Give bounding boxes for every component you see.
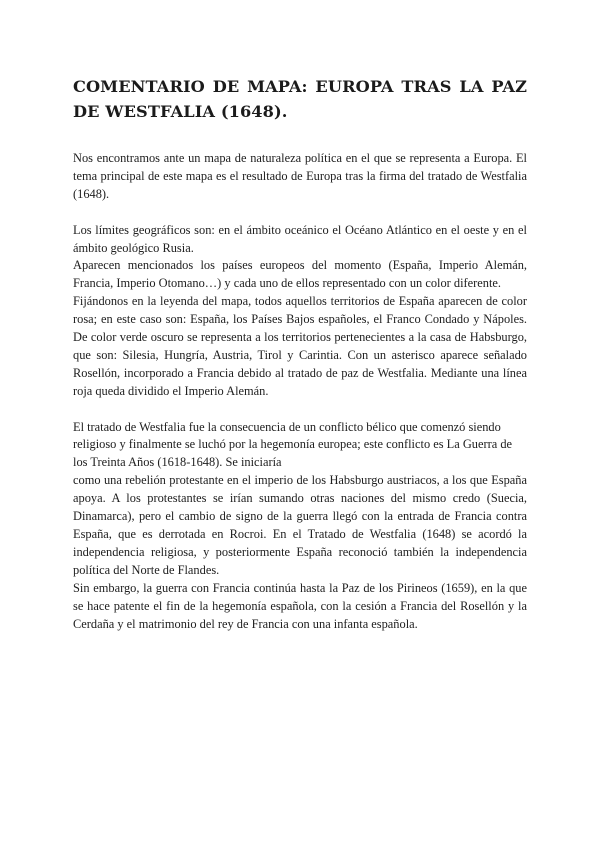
paragraph-context: El tratado de Westfalia fue la consecuencia de un conflicto bélico que comenzó siendo religioso y finalmente se luchó por la hegemonía europea; este conflicto es La Guerra de los Treinta Años (1618-1648). Se iniciaría [73,419,513,470]
paragraph-gap [73,204,527,222]
paragraph-legend: Fijándonos en la leyenda del mapa, todos aquellos territorios de España aparecen de color rosa; en este caso son: España, los Países Bajos españoles, el Franco Condado y Nápoles. De color verde oscuro se representa a los territorios pertenecientes a la casa de Habsburgo, que son: Silesia, Hungría, Austria, Tirol y Carintia. Con un asterisco aparece señalado Rosellón, incorporado a Francia debido al tratado de paz de Westfalia. Mediante una línea roja queda dividido el Imperio Alemán. [73,294,527,398]
document-body [73,150,527,633]
document-title: COMENTARIO DE MAPA: EUROPA TRAS LA PAZ DE WESTFALIA (1648). [73,77,527,121]
paragraph-limits: Los límites geográficos son: en el ámbito oceánico el Océano Atlántico en el oeste y en el ámbito geológico Rusia. [73,222,527,255]
paragraph-countries: Aparecen mencionados los países europeos del momento (España, Imperio Alemán, Francia, Imperio Otomano…) y cada uno de ellos representado con un color diferente. [73,258,527,291]
paragraph-gap [73,401,527,419]
paragraph-war: como una rebelión protestante en el imperio de los Habsburgo austriacos, a los que España apoya. A los protestantes se irían sumando otras naciones del mismo credo (Suecia, Dinamarca), pero el cambio de signo de la guerra llegó con la entrada de Francia contra España, que es derrotada en Rocroi. En el Tratado de Westfalia (1648) se acordó la independencia religiosa, y posteriormente España reconoció también la independencia política del Norte de Flandes. [73,473,527,577]
paragraph-conclusion: Sin embargo, la guerra con Francia continúa hasta la Paz de los Pirineos (1659), en la que se hace patente el fin de la hegemonía española, con la cesión a Francia del Rosellón y la Cerdaña y el matrimonio del rey de Francia con una infanta española. [73,580,527,631]
paragraph-intro: Nos encontramos ante un mapa de naturaleza política en el que se representa a Europa. El tema principal de este mapa es el resultado de Europa tras la firma del tratado de Westfalia (1648). [73,151,527,201]
